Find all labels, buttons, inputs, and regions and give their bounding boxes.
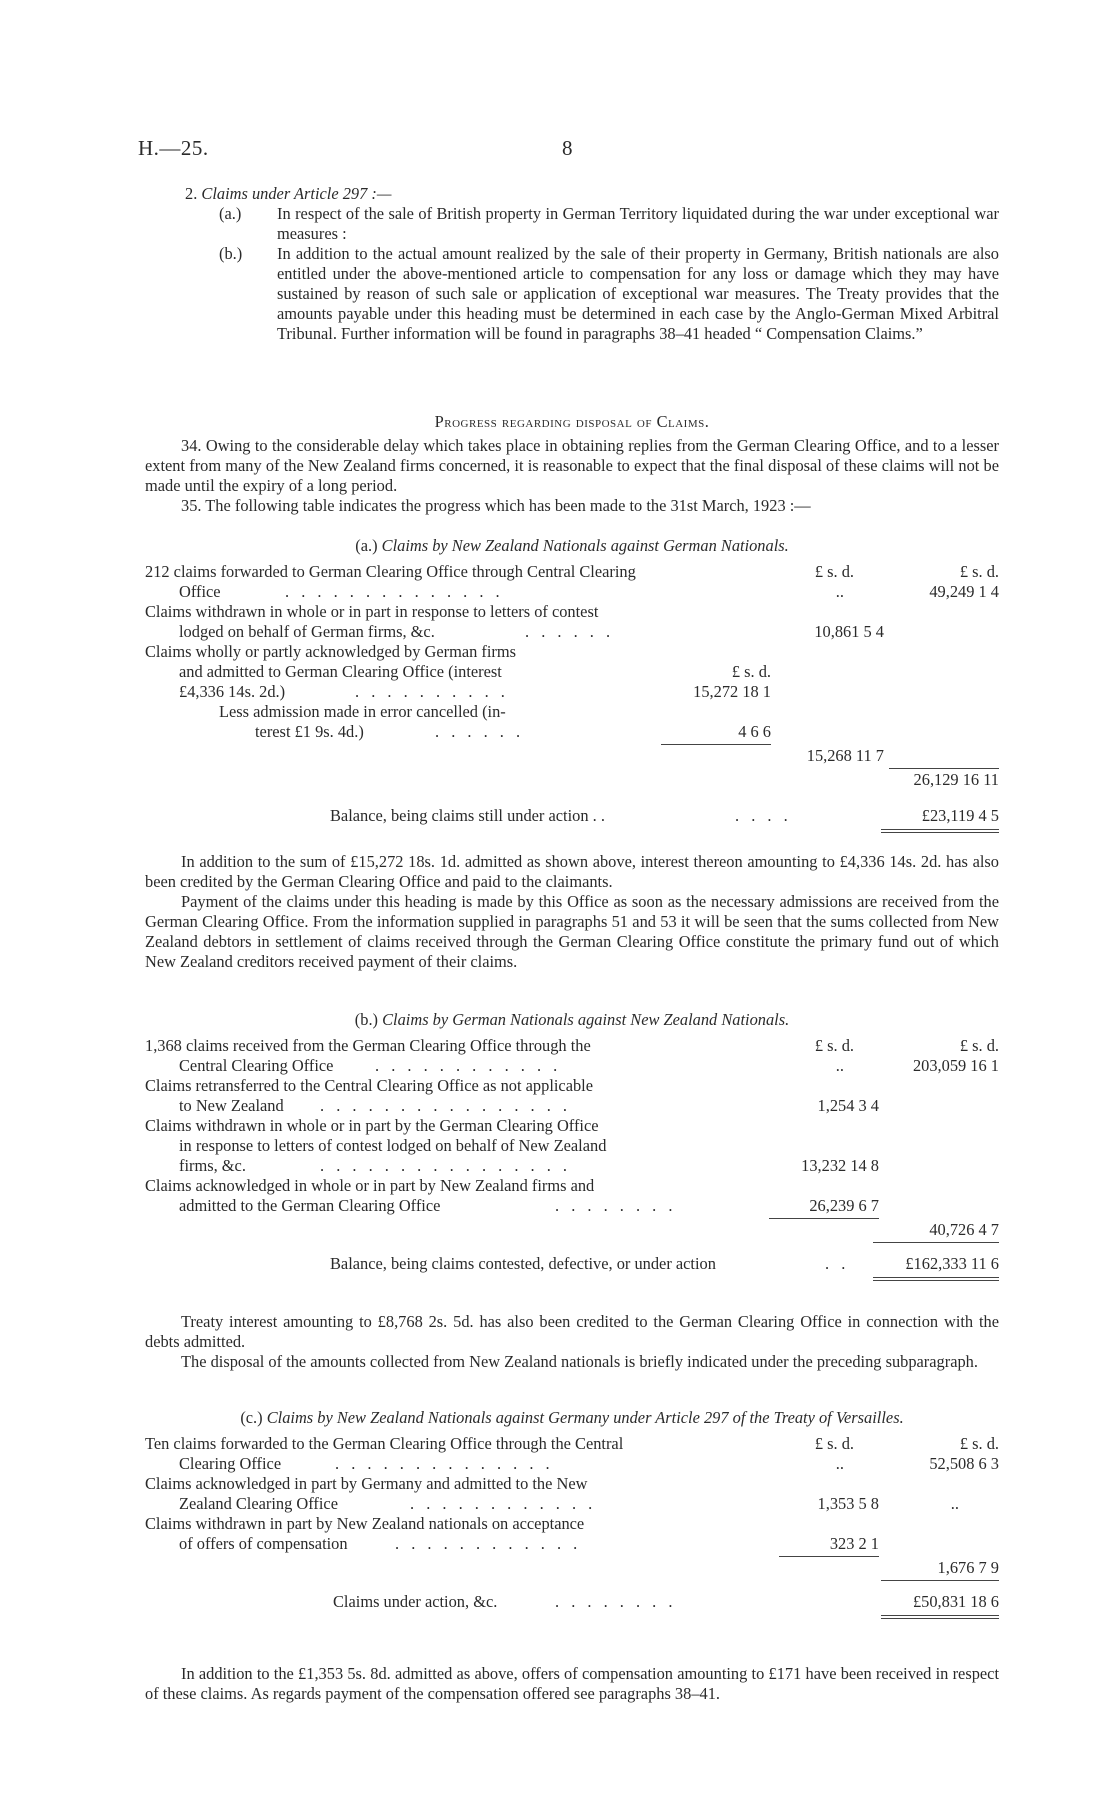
rule: [881, 829, 999, 830]
col-head-inner: £ s. d.: [731, 662, 771, 681]
rule: [873, 1277, 999, 1278]
paragraph: The disposal of the amounts collected from New Zealand nationals is briefly indicated under the preceding subparagraph.: [181, 1352, 978, 1371]
table-row: of offers of compensation . . . . . . . . . . . . 323 2 1: [179, 1534, 879, 1553]
table-a: [145, 536, 999, 826]
table-row: Claims withdrawn in part by New Zealand nationals on acceptance: [145, 1514, 585, 1533]
table-row: Claims acknowledged in part by Germany and admitted to the New: [145, 1474, 588, 1493]
item-b-label: (b.): [219, 244, 243, 263]
table-row: to New Zealand . . . . . . . . . . . . . . . . 1,254 3 4: [179, 1096, 879, 1115]
table-row: 40,726 4 7: [929, 1220, 999, 1239]
after-table-a: [145, 852, 999, 972]
item-a: [145, 204, 999, 244]
table-row: Central Clearing Office . . . . . . . . . . . . .. 203,059 16 1: [179, 1056, 999, 1075]
item-a-label: (a.): [219, 204, 242, 223]
table-row: admitted to the German Clearing Office . . . . . . . . 26,239 6 7: [179, 1196, 879, 1215]
rule: [881, 832, 999, 833]
table-row: Claims retransferred to the Central Clearing Office as not applicable: [145, 1076, 593, 1095]
paragraph: Payment of the claims under this heading is made by this Office as soon as the necessary admissions are received from the German Clearing Office. From the information supplied in paragraphs 51 and 53 it will be seen that the sums collected from New Zealand debtors in settlement of claims received through the German Clearing Office constitute the primary fund out of which New Zealand creditors received payment of their claims.: [145, 892, 999, 971]
table-row: 212 claims forwarded to German Clearing Office through Central Clearing £ s. d. £ s. d.: [145, 562, 999, 581]
item-b: [145, 244, 999, 344]
paragraph-34: 34. Owing to the considerable delay which takes place in obtaining replies from the German Clearing Office, and to a lesser extent from many of the New Zealand firms concerned, it is reasonable to expect that the final disposal of these claims will not be made until the expiry of a long period.: [145, 436, 999, 495]
table-row: Zealand Clearing Office . . . . . . . . . . . . 1,353 5 8 ..: [179, 1494, 959, 1513]
item-b-text: In addition to the actual amount realized by the sale of their property in Germany, British nationals are also entitled under the above-mentioned article to compensation for any loss or damage which they may have sustained by reason of such sale or application of exceptional war measures. The Treaty provides that the amounts payable under this heading must be determined in each case by the Anglo-German Mixed Arbitral Tribunal. Further information will be found in paragraphs 38–41 headed “ Compensation Claims.”: [277, 244, 999, 343]
paragraph: In addition to the £1,353 5s. 8d. admitted as above, offers of compensation amounting to £171 have been received in respect of these claims. As regards payment of the compensation offered see paragraphs 38–41.: [145, 1664, 999, 1703]
rule: [881, 1615, 999, 1616]
rule: [873, 1242, 999, 1243]
paragraph-35: 35. The following table indicates the progress which has been made to the 31st March, 1923 :—: [181, 496, 811, 515]
rule: [661, 744, 771, 745]
table-row: firms, &c. . . . . . . . . . . . . . . . . 13,232 14 8: [179, 1156, 879, 1175]
after-table-b: [145, 1312, 999, 1372]
col-head-2: £ s. d.: [959, 562, 999, 581]
table-row: £4,336 14s. 2d.) . . . . . . . . . . 15,272 18 1: [179, 682, 771, 701]
item-a-text: In respect of the sale of British property in German Territory liquidated during the war under exceptional war measures :: [277, 204, 999, 243]
table-a-balance: Balance, being claims still under action . . . . . . £23,119 4 5: [330, 806, 999, 825]
after-table-c: [145, 1664, 999, 1704]
table-row: 15,268 11 7: [806, 746, 884, 765]
page-number: 8: [562, 136, 573, 160]
table-c-balance: Claims under action, &c. . . . . . . . . £50,831 18 6: [333, 1592, 999, 1611]
table-row: 1,676 7 9: [937, 1558, 999, 1577]
table-row: Claims acknowledged in whole or in part by New Zealand firms and: [145, 1176, 595, 1195]
table-c-title: (c.) Claims by New Zealand Nationals against Germany under Article 297 of the Treaty of Versailles.: [240, 1408, 904, 1427]
document-code: H.—25.: [138, 136, 209, 160]
section-heading: Claims under Article 297 :—: [201, 184, 392, 203]
table-row: in response to letters of contest lodged on behalf of New Zealand: [179, 1136, 607, 1155]
table-b-title: (b.) Claims by German Nationals against New Zealand Nationals.: [354, 1010, 790, 1029]
table-row: 1,368 claims received from the German Clearing Office through the £ s. d. £ s. d.: [145, 1036, 999, 1055]
table-row: Claims wholly or partly acknowledged by German firms: [145, 642, 516, 661]
col-head-1: £ s. d.: [814, 562, 854, 581]
progress-section: [145, 412, 999, 516]
rule: [873, 1280, 999, 1281]
table-row: Claims withdrawn in whole or in part in response to letters of contest: [145, 602, 599, 621]
table-a-title: (a.) Claims by New Zealand Nationals against German Nationals.: [355, 536, 789, 555]
rule: [881, 1618, 999, 1619]
table-row: Office . . . . . . . . . . . . . . .. 49,249 1 4: [179, 582, 999, 601]
table-c: [145, 1408, 999, 1612]
paragraph: In addition to the sum of £15,272 18s. 1d. admitted as shown above, interest thereon amounting to £4,336 14s. 2d. has also been credited by the German Clearing Office and paid to the claimants.: [145, 852, 999, 891]
table-row: terest £1 9s. 4d.) . . . . . . 4 6 6: [255, 722, 771, 741]
rule: [769, 1218, 879, 1219]
table-b: [145, 1010, 999, 1274]
table-row: Less admission made in error cancelled (in-: [219, 702, 506, 721]
section-claims-article-297: [145, 184, 999, 344]
table-row: Claims withdrawn in whole or in part by the German Clearing Office: [145, 1116, 599, 1135]
table-b-balance: Balance, being claims contested, defective, or under action . . £162,333 11 6: [330, 1254, 999, 1273]
table-row: Clearing Office . . . . . . . . . . . . . . .. 52,508 6 3: [179, 1454, 999, 1473]
section-number: 2.: [185, 184, 198, 203]
paragraph: Treaty interest amounting to £8,768 2s. 5d. has also been credited to the German Clearing Office in connection with the debts admitted.: [145, 1312, 999, 1351]
table-row: Ten claims forwarded to the German Clearing Office through the Central £ s. d. £ s. d.: [145, 1434, 999, 1453]
rule: [881, 1580, 999, 1581]
rule: [779, 1556, 879, 1557]
rule: [889, 768, 999, 769]
table-row: and admitted to German Clearing Office (interest £ s. d.: [179, 662, 771, 681]
table-row: lodged on behalf of German firms, &c. . . . . . . 10,861 5 4: [179, 622, 884, 641]
table-row: 26,129 16 11: [913, 770, 999, 789]
progress-heading: Progress regarding disposal of Claims.: [434, 412, 710, 431]
